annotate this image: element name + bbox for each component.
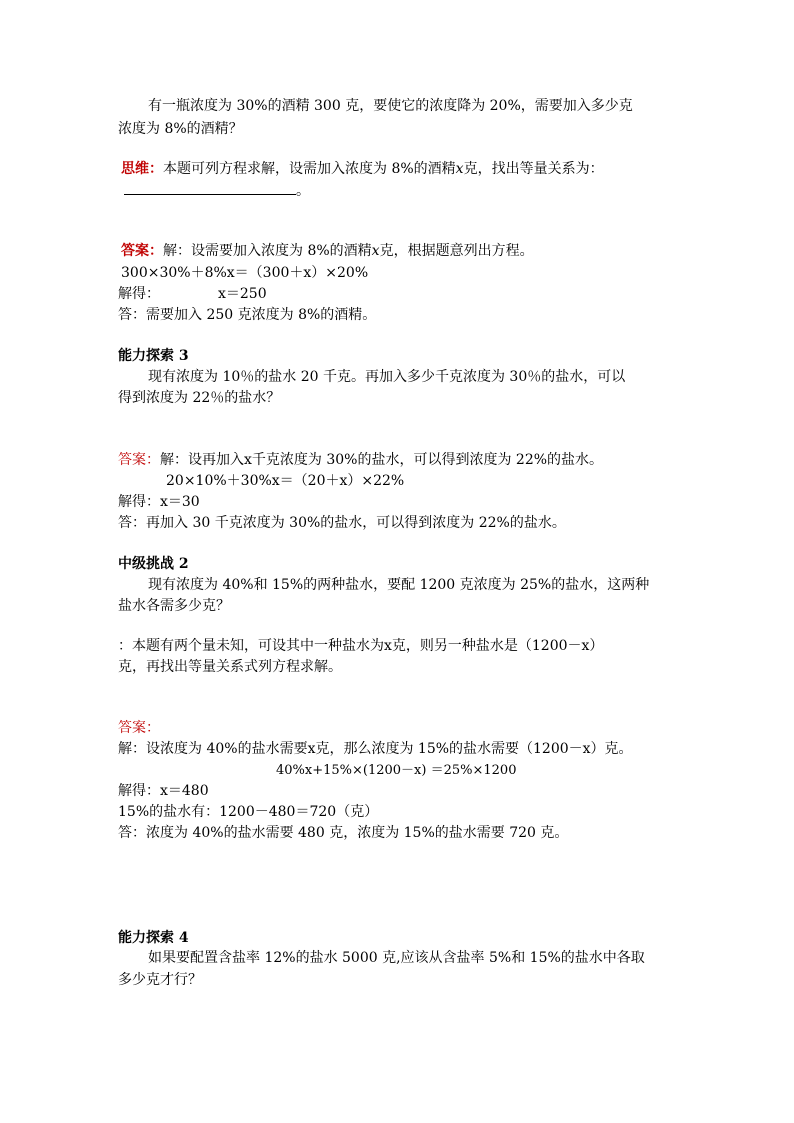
- answer2-text: 解：设再加入x千克浓度为 30%的盐水，可以得到浓度为 22%的盐水。: [160, 452, 604, 468]
- section3-title: 中级挑战 2: [118, 556, 189, 572]
- answer3-label: 答案：: [118, 720, 160, 736]
- thinking-text-b: 克，找出等量关系为：: [463, 161, 604, 177]
- thinking-label: 思维：: [121, 161, 163, 177]
- thinking-var: x: [455, 161, 464, 177]
- answer3-line-15: 15%的盐水有：1200－480＝720（克）: [118, 804, 379, 820]
- section2-title: 能力探索 3: [118, 348, 189, 364]
- answer1-equation: 300×30%＋8%x＝（300＋x）×20%: [121, 265, 369, 281]
- section2-line2: 得到浓度为 22％的盐水？: [118, 390, 281, 406]
- answer-blank: [124, 180, 296, 195]
- thinking-text-a: 本题可列方程求解，设需加入浓度为 8%的酒精: [163, 161, 456, 177]
- answer1-solve: [118, 284, 267, 304]
- answer3-equation: 40%x+15%×(1200－x) ＝25%×1200: [276, 763, 517, 778]
- answer1-solve-label: 解得：: [118, 286, 160, 302]
- answer3-line1: 解：设浓度为 40%的盐水需要x克，那么浓度为 15%的盐水需要（1200－x）克。: [118, 741, 633, 757]
- answer1-var: x: [371, 243, 380, 259]
- problem1-line2: 浓度为 8%的酒精？: [118, 121, 243, 137]
- section2-line1: 现有浓度为 10％的盐水 20 千克。再加入多少千克浓度为 30％的盐水，可以: [148, 369, 626, 385]
- section3-hint-line1: ：本题有两个量未知，可设其中一种盐水为x克，则另一种盐水是（1200－x）: [118, 638, 604, 654]
- answer1-text-a: 解：设需要加入浓度为 8%的酒精: [163, 243, 372, 259]
- answer2-solve: 解得：x＝30: [118, 494, 200, 510]
- section4-line2: 多少克才行？: [118, 972, 202, 988]
- answer3-conclusion: 答：浓度为 40%的盐水需要 480 克，浓度为 15%的盐水需要 720 克。: [118, 825, 569, 841]
- problem1-line1: 有一瓶浓度为 30%的酒精 300 克，要使它的浓度降为 20%，需要加入多少克: [148, 98, 633, 114]
- answer2-conclusion: 答：再加入 30 千克浓度为 30%的盐水，可以得到浓度为 22%的盐水。: [118, 515, 566, 531]
- section4-title: 能力探索 4: [118, 930, 189, 946]
- thinking-line: [121, 159, 604, 179]
- answer1-text-b: 克，根据题意列出方程。: [379, 243, 534, 259]
- answer1-conclusion: 答：需要加入 250 克浓度为 8%的酒精。: [118, 307, 377, 323]
- answer2-line1: [118, 450, 603, 470]
- answer2-label: 答案：: [118, 452, 160, 468]
- answer2-equation: 20×10%＋30%x＝（20＋x）×22%: [166, 473, 405, 489]
- answer3-solve: 解得：x＝480: [118, 783, 209, 799]
- thinking-blank-line: [124, 180, 310, 201]
- section3-line2: 盐水各需多少克？: [118, 598, 230, 614]
- section3-hint-line2: 克，再找出等量关系式列方程求解。: [118, 659, 342, 675]
- answer1-label: 答案：: [121, 243, 163, 259]
- section3-line1: 现有浓度为 40%和 15%的两种盐水，要配 1200 克浓度为 25%的盐水，这两种: [148, 577, 650, 593]
- section4-line1: 如果要配置含盐率 12%的盐水 5000 克,应该从含盐率 5%和 15%的盐水中各取: [148, 950, 645, 966]
- answer1-solve-value: x＝250: [218, 286, 267, 302]
- answer1-line1: [121, 241, 534, 261]
- blank-end: 。: [296, 183, 310, 199]
